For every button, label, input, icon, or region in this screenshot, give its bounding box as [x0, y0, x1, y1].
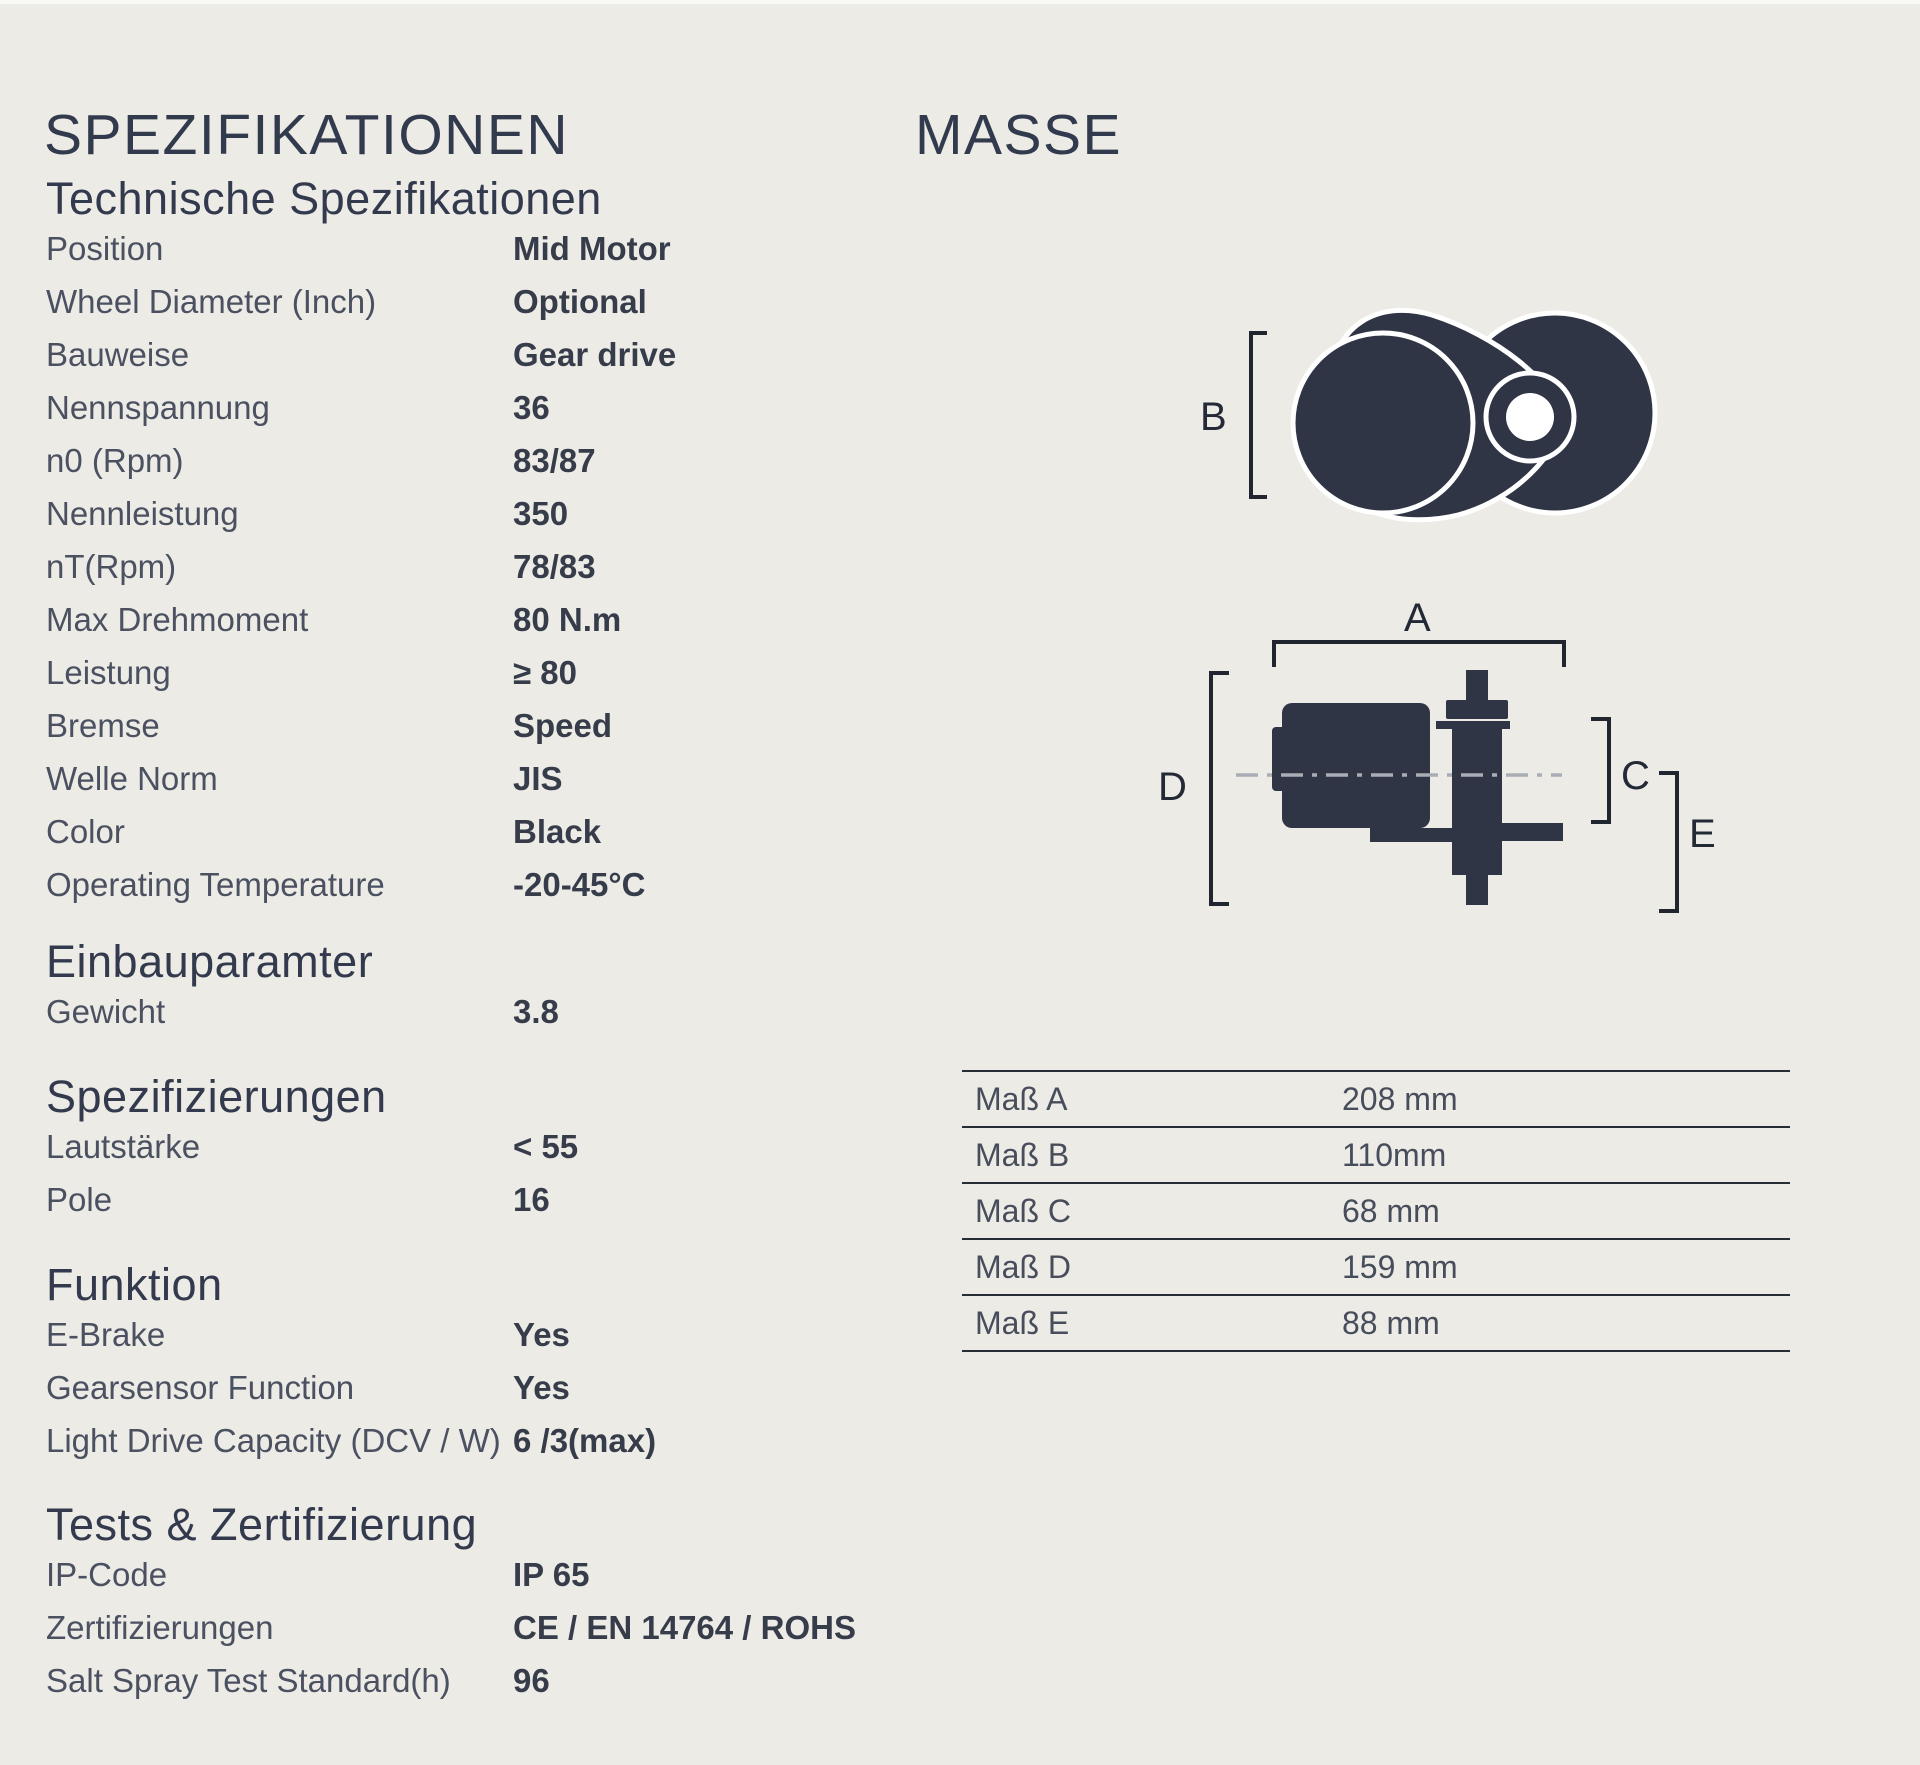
dimension-bracket-c	[1591, 719, 1609, 822]
spec-row	[46, 275, 866, 328]
spec-label: Lautstärke	[46, 1128, 201, 1165]
spec-label: Bremse	[46, 707, 160, 744]
spec-row	[46, 487, 866, 540]
page-title-spezifikationen: SPEZIFIKATIONEN	[44, 103, 570, 168]
spec-row	[46, 699, 866, 752]
dimension-bracket-e	[1659, 773, 1677, 911]
spec-label: E-Brake	[46, 1316, 166, 1353]
table-row	[962, 1294, 1790, 1352]
dimension-table	[962, 1070, 1790, 1352]
spec-label: Bauweise	[46, 336, 190, 373]
spec-row	[46, 381, 866, 434]
spec-label: Wheel Diameter (Inch)	[46, 283, 377, 320]
motor-housing-circle	[1293, 333, 1473, 513]
table-row-value: 110mm	[1342, 1137, 1447, 1173]
section-technische-spezifikationen	[46, 173, 866, 911]
table-row-label: Maß E	[975, 1305, 1070, 1341]
table-row-value: 88 mm	[1342, 1305, 1440, 1341]
spec-row	[46, 985, 866, 1038]
table-row	[962, 1126, 1790, 1182]
spec-value: -20-45°C	[513, 866, 646, 903]
spec-value: Black	[513, 813, 602, 850]
spec-rows	[46, 222, 866, 911]
dimension-label-e: E	[1689, 812, 1716, 856]
motor-main-body	[1282, 703, 1430, 828]
spec-rows	[46, 1308, 866, 1467]
spec-value: Speed	[513, 707, 613, 744]
spec-row	[46, 328, 866, 381]
table-row	[962, 1070, 1790, 1126]
spec-label: Leistung	[46, 654, 171, 691]
spec-value: < 55	[513, 1128, 579, 1165]
spec-value: Yes	[513, 1316, 570, 1353]
table-row-value: 159 mm	[1342, 1249, 1458, 1285]
spec-value: Optional	[513, 283, 647, 320]
section-heading: Einbauparamter	[46, 936, 374, 987]
spec-value: Mid Motor	[513, 230, 671, 267]
page-title-masse: MASSE	[915, 103, 1123, 168]
spec-row	[46, 1654, 866, 1707]
spec-label: Gewicht	[46, 993, 166, 1030]
spec-row	[46, 434, 866, 487]
section-spezifizierungen	[46, 1071, 866, 1226]
spec-row	[46, 1414, 866, 1467]
spec-value: JIS	[513, 760, 563, 797]
spec-rows	[46, 1548, 866, 1707]
spec-value: 350	[513, 495, 569, 532]
spec-value: 3.8	[513, 993, 559, 1030]
shaft-top-stub	[1466, 670, 1488, 701]
spec-value: 36	[513, 389, 550, 426]
spec-row	[46, 1361, 866, 1414]
spec-value: 6 /3(max)	[513, 1422, 657, 1459]
spec-row	[46, 752, 866, 805]
spec-value: CE / EN 14764 / ROHS	[513, 1609, 856, 1646]
spec-row	[46, 1120, 866, 1173]
dimension-bracket-d	[1211, 673, 1229, 904]
axle-hole	[1506, 393, 1554, 441]
spec-label: Operating Temperature	[46, 866, 385, 903]
spec-value: Yes	[513, 1369, 570, 1406]
dimension-label-b: B	[1200, 395, 1227, 439]
section-einbauparamter	[46, 936, 866, 1038]
section-heading: Technische Spezifikationen	[46, 173, 602, 224]
dimension-label-c: C	[1621, 754, 1650, 798]
spec-row	[46, 1173, 866, 1226]
spec-label: Nennspannung	[46, 389, 270, 426]
shaft-cap	[1446, 700, 1508, 719]
section-heading: Spezifizierungen	[46, 1071, 387, 1122]
top-edge-strip	[0, 0, 1920, 4]
section-heading: Tests & Zertifizierung	[46, 1499, 478, 1550]
spec-label: Position	[46, 230, 164, 267]
table-row-label: Maß D	[975, 1249, 1071, 1285]
motor-side-view-diagram	[1158, 596, 1716, 911]
dimension-label-a: A	[1404, 596, 1431, 640]
spec-label: IP-Code	[46, 1556, 168, 1593]
spec-label: Light Drive Capacity (DCV / W)	[46, 1422, 501, 1459]
spec-label: Welle Norm	[46, 760, 218, 797]
dimension-bracket-a	[1274, 642, 1564, 667]
section-heading: Funktion	[46, 1259, 223, 1310]
spec-value: 83/87	[513, 442, 596, 479]
motor-front-view-diagram	[1200, 310, 1655, 519]
shaft-bottom-stub	[1466, 875, 1488, 905]
spec-value: 16	[513, 1181, 550, 1218]
spec-row	[46, 1308, 866, 1361]
shaft-plate	[1436, 721, 1510, 729]
spec-rows	[46, 985, 866, 1038]
spec-row	[46, 1601, 866, 1654]
dimension-bracket-b	[1251, 333, 1267, 497]
spec-label: n0 (Rpm)	[46, 442, 184, 479]
dimension-label-d: D	[1158, 765, 1187, 809]
motor-bottom-step	[1370, 828, 1454, 842]
spec-value: ≥ 80	[513, 654, 577, 691]
spec-label: Nennleistung	[46, 495, 239, 532]
spec-label: Pole	[46, 1181, 113, 1218]
spec-rows	[46, 1120, 866, 1226]
spec-label: Salt Spray Test Standard(h)	[46, 1662, 451, 1699]
table-row	[962, 1182, 1790, 1238]
spec-row	[46, 222, 866, 275]
spec-label: Max Drehmoment	[46, 601, 309, 638]
motor-dimension-diagrams	[1140, 260, 1800, 960]
spec-value: 78/83	[513, 548, 596, 585]
table-row-label: Maß B	[975, 1137, 1070, 1173]
table-row-value: 208 mm	[1342, 1081, 1458, 1117]
spindle-shaft	[1452, 727, 1502, 875]
spec-label: Color	[46, 813, 125, 850]
spec-row	[46, 540, 866, 593]
spec-row	[46, 593, 866, 646]
spec-row	[46, 805, 866, 858]
spec-row	[46, 1548, 866, 1601]
spec-row	[46, 646, 866, 699]
spec-value: Gear drive	[513, 336, 677, 373]
table-row	[962, 1238, 1790, 1294]
section-tests-zertifizierung	[46, 1499, 866, 1707]
section-funktion	[46, 1259, 866, 1467]
spec-value: 96	[513, 1662, 550, 1699]
spec-label: nT(Rpm)	[46, 548, 177, 585]
spec-value: 80 N.m	[513, 601, 622, 638]
table-row-label: Maß A	[975, 1081, 1068, 1117]
spec-value: IP 65	[513, 1556, 590, 1593]
spec-row	[46, 858, 866, 911]
spec-label: Gearsensor Function	[46, 1369, 355, 1406]
right-arm	[1502, 823, 1563, 841]
table-row-value: 68 mm	[1342, 1193, 1440, 1229]
spec-label: Zertifizierungen	[46, 1609, 274, 1646]
table-row-label: Maß C	[975, 1193, 1071, 1229]
